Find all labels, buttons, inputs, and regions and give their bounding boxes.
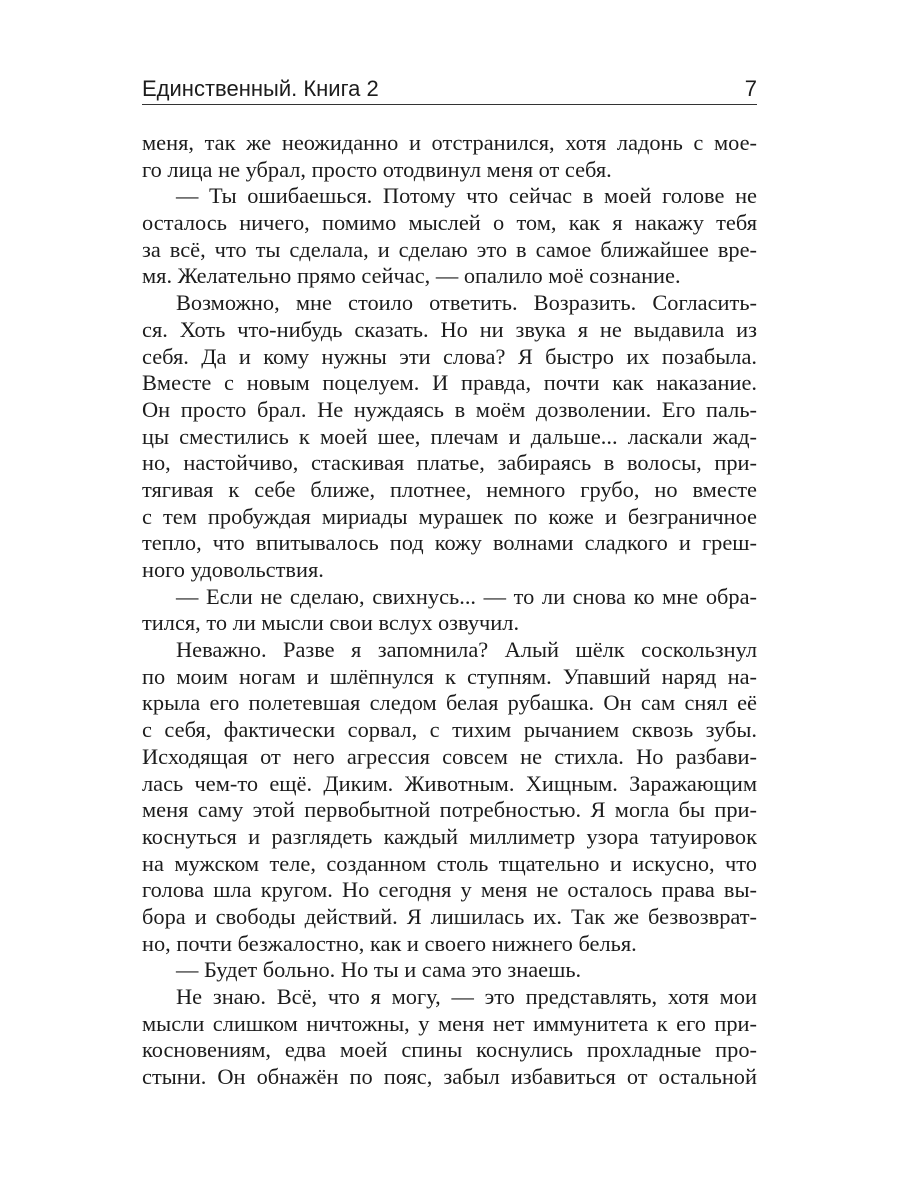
text-line: осталось ничего, помимо мыслей о том, как я накажу тебя	[142, 210, 757, 236]
text-line: стыни. Он обнажён по пояс, забыл избавиться от остальной	[142, 1064, 757, 1090]
text-line: мя. Желательно прямо сейчас, — опалило моё сознание.	[142, 263, 681, 289]
text-line: меня, так же неожиданно и отстранился, хотя ладонь с мое-	[142, 130, 757, 155]
text-line: но, настойчиво, стаскивая платье, забираясь в волосы, при-	[142, 450, 757, 476]
text-line: лась чем-то ещё. Диким. Животным. Хищным. Заражающим	[142, 770, 757, 796]
text-line: цы сместились к моей шее, плечам и дальше... ласкали жад-	[142, 423, 757, 449]
text-line: — Будет больно. Но ты и сама это знаешь.	[176, 957, 582, 983]
text-line: себя. Да и кому нужны эти слова? Я быстро их позабыла.	[142, 343, 757, 369]
text-line: за всё, что ты сделала, и сделаю это в самое ближайшее вре-	[142, 236, 757, 262]
text-line: но, почти безжалостно, как и своего нижнего белья.	[142, 930, 637, 956]
text-line: — Если не сделаю, свихнусь... — то ли снова ко мне обра-	[176, 583, 757, 609]
text-line: на мужском теле, созданном столь тщательно и искусно, что	[142, 850, 757, 876]
text-line: мысли слишком ничтожны, у меня нет иммунитета к его при-	[142, 1010, 757, 1036]
header-rule	[142, 104, 757, 105]
text-line: ся. Хоть что-нибудь сказать. Но ни звука я не выдавила из	[142, 316, 757, 342]
text-line: тягивая к себе ближе, плотнее, немного грубо, но вместе	[142, 476, 757, 502]
text-line: бора и свободы действий. Я лишилась их. Так же безвозврат-	[142, 903, 757, 929]
text-line: косновениям, едва моей спины коснулись прохладные про-	[142, 1037, 757, 1063]
text-line: Возможно, мне стоило ответить. Возразить. Согласить-	[176, 290, 757, 316]
text-line: Вместе с новым поцелуем. И правда, почти как наказание.	[142, 370, 757, 396]
text-line: голова шла кругом. Но сегодня у меня не осталось права вы-	[142, 877, 757, 903]
text-line: тился, то ли мысли свои вслух озвучил.	[142, 610, 520, 636]
text-line: Не знаю. Всё, что я могу, — это представлять, хотя мои	[176, 984, 757, 1009]
text-line: по моим ногам и шлёпнулся к ступням. Упавший наряд на-	[142, 663, 757, 689]
text-line: Исходящая от него агрессия совсем не стихла. Но разбави-	[142, 743, 757, 769]
running-header	[142, 72, 757, 104]
text-line: меня саму этой первобытной потребностью. Я могла бы при-	[142, 797, 757, 823]
text-line: — Ты ошибаешься. Потому что сейчас в моей голове не	[176, 183, 757, 209]
text-line: коснуться и разглядеть каждый миллиметр узора татуировок	[142, 823, 757, 849]
text-line: с себя, фактически сорвал, с тихим рычанием сквозь зубы.	[142, 717, 757, 743]
body-text	[142, 130, 757, 1091]
text-line: ного удовольствия.	[142, 557, 324, 582]
text-line: го лица не убрал, просто отодвинул меня от себя.	[142, 156, 612, 182]
text-line: крыла его полетевшая следом белая рубашка. Он сам снял её	[142, 690, 757, 716]
text-line: Он просто брал. Не нуждаясь в моём дозволении. Его паль-	[142, 396, 757, 422]
running-title: Единственный. Книга 2	[142, 76, 379, 101]
page-number: 7	[744, 76, 757, 101]
text-line: с тем пробуждая мириады мурашек по коже и безграничное	[142, 503, 757, 529]
text-line: Неважно. Разве я запомнила? Алый шёлк соскользнул	[176, 637, 757, 663]
text-line: тепло, что впитывалось под кожу волнами сладкого и греш-	[142, 530, 757, 556]
